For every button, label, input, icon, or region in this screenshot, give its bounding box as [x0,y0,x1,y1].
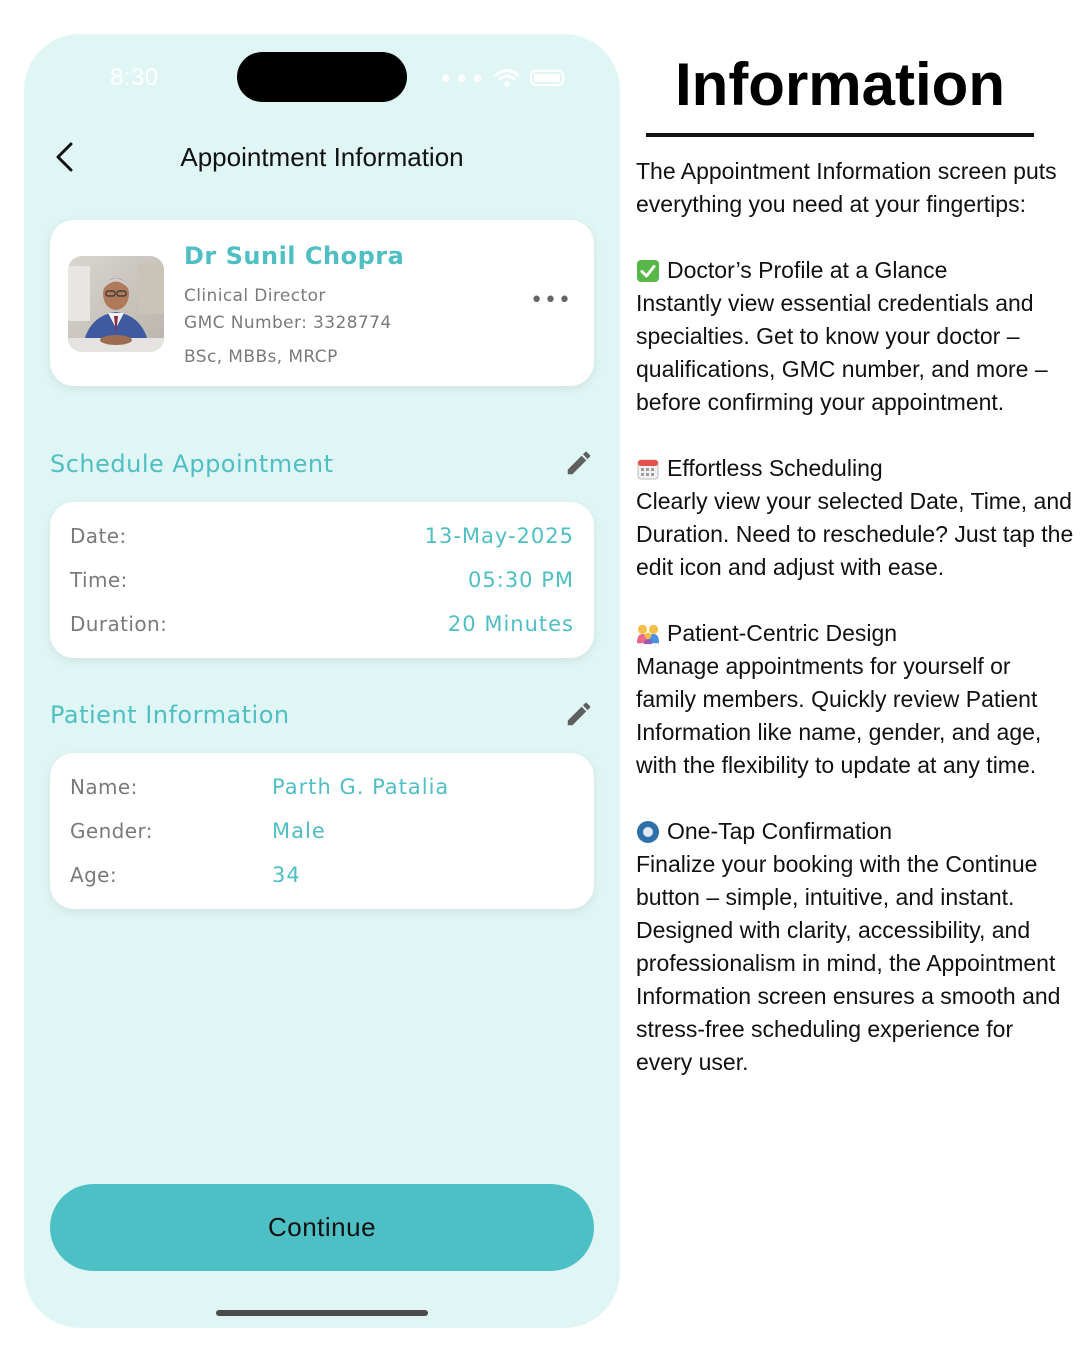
feature-title: One-Tap Confirmation [667,818,892,844]
age-value: 34 [272,863,301,887]
gender-value: Male [272,819,326,843]
schedule-section-title: Schedule Appointment [50,450,334,478]
doctor-card [50,220,594,386]
doctor-qualifications: BSc, MBBs, MRCP [184,347,338,367]
page-title: Appointment Information [180,142,464,172]
duration-value: 20 Minutes [447,612,574,636]
edit-patient-button[interactable] [564,699,594,729]
date-value: 13-May-2025 [424,524,574,548]
feature-body: Clearly view your selected Date, Time, and Duration. Need to reschedule? Just tap the edit icon and adjust with ease. [636,488,1074,580]
schedule-row-time [70,568,574,598]
info-intro: The Appointment Information screen puts everything you need at your fingertips: [636,158,1057,217]
schedule-row-date [70,524,574,554]
schedule-card [50,502,594,658]
duration-label: Duration: [70,612,168,636]
status-time: 8:30 [110,64,159,91]
feature-body: Manage appointments for yourself or family members. Quickly review Patient Information like name, gender, and age, with the flexibility to update at any time. [636,653,1042,778]
doctor-avatar [68,256,164,352]
feature-title: Doctor’s Profile at a Glance [667,257,948,283]
feature-body: Instantly view essential credentials and specialties. Get to know your doctor – qualifications, GMC number, and more – before confirming your appointment. [636,290,1048,415]
signal-icon: ● ● ● [441,72,484,84]
pencil-icon [564,699,594,729]
info-text [636,155,1074,1112]
check-mark-icon [636,259,660,283]
feature-doctor-profile [636,254,1074,419]
feature-confirmation [636,815,1074,1079]
wifi-icon [494,68,520,88]
age-label: Age: [70,863,118,887]
feature-title: Effortless Scheduling [667,455,883,481]
doctor-role: Clinical Director [184,286,326,306]
patient-row-name [70,775,574,805]
patient-row-age [70,863,574,893]
pencil-icon [564,448,594,478]
more-options-icon[interactable]: ••• [530,288,572,313]
home-indicator [216,1310,428,1316]
patient-section-title: Patient Information [50,701,290,729]
doctor-name: Dr Sunil Chopra [184,242,405,270]
dynamic-island [237,52,407,102]
schedule-row-duration [70,612,574,642]
heading-divider [646,133,1034,137]
info-heading: Information [675,51,1005,118]
feature-scheduling [636,452,1074,584]
continue-button[interactable]: Continue [50,1184,594,1271]
name-value: Parth G. Patalia [272,775,450,799]
status-icons [441,68,564,88]
name-label: Name: [70,775,138,799]
date-label: Date: [70,524,127,548]
edit-schedule-button[interactable] [564,448,594,478]
time-value: 05:30 PM [468,568,574,592]
feature-patient-centric [636,617,1074,782]
gender-label: Gender: [70,819,153,843]
nav-bar [24,134,620,180]
battery-icon [530,70,564,86]
patient-card [50,753,594,909]
feature-title: Patient-Centric Design [667,620,898,646]
patient-row-gender [70,819,574,849]
feature-body: Finalize your booking with the Continue button – simple, intuitive, and instant. Designed with clarity, accessibility, and professionalism in mind, the Appointment Information screen ensures a smooth and stress-free scheduling experience for every user. [636,851,1061,1075]
blue-circle-icon [636,820,660,844]
doctor-gmc-number: GMC Number: 3328774 [184,313,392,333]
family-icon [636,622,660,646]
time-label: Time: [70,568,128,592]
calendar-icon [636,457,660,481]
phone-screen [24,34,620,1328]
